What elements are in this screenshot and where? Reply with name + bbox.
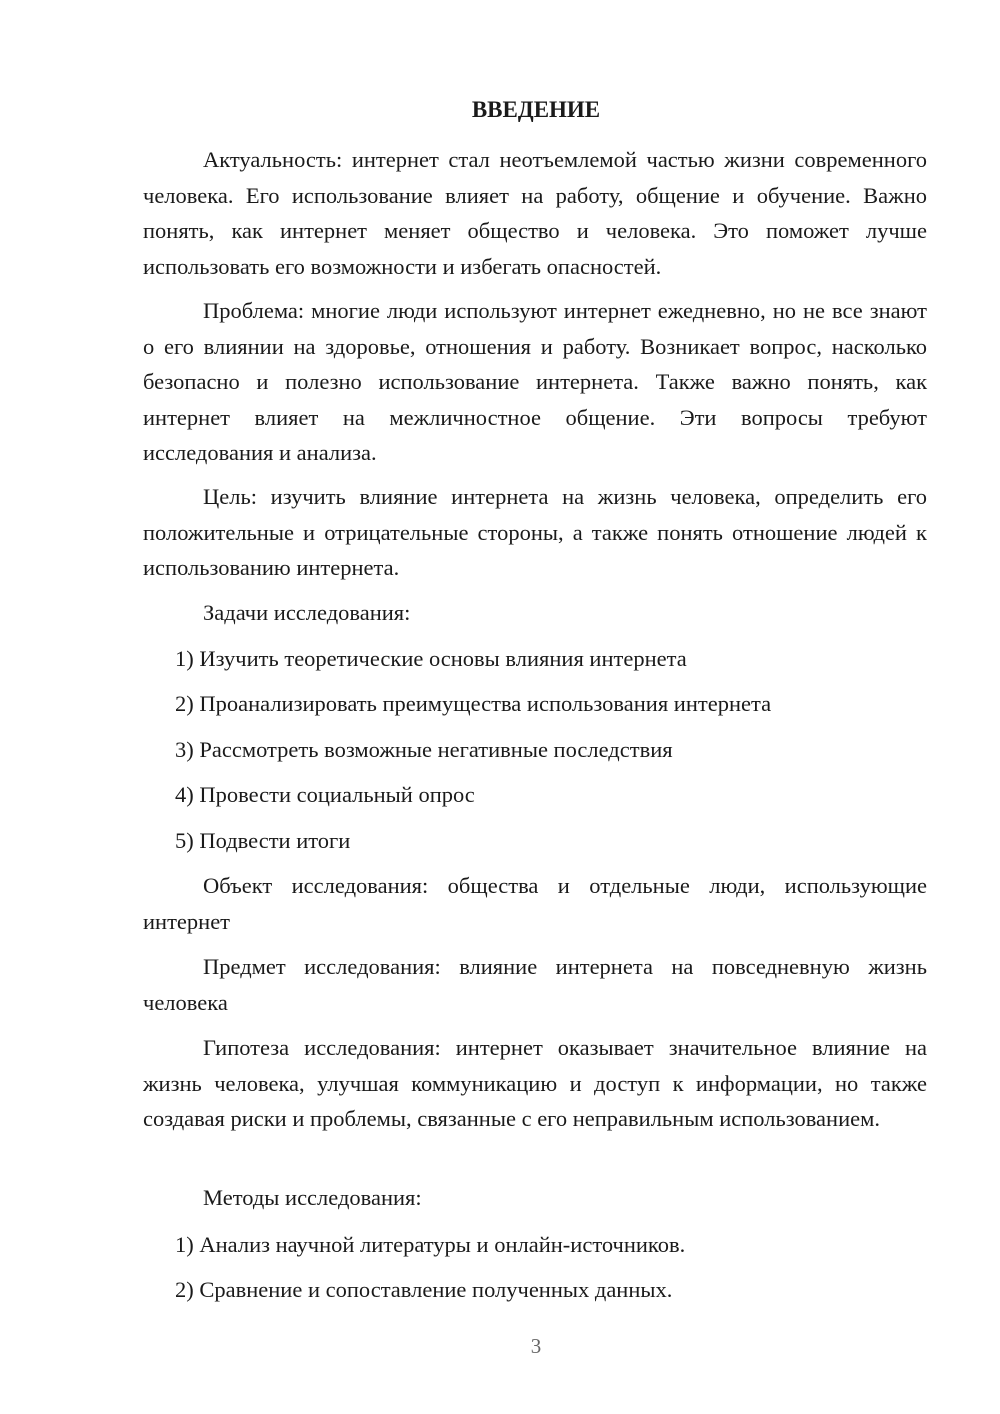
task-item-5: 5) Подвести итоги <box>175 828 351 853</box>
tasks-title: Задачи исследования: <box>203 600 411 625</box>
task-item-2: 2) Проанализировать преимущества использования интернета <box>175 691 772 716</box>
problem-paragraph: Проблема: многие люди используют интернет ежедневно, но не все знают о его влиянии на здоровье, отношения и работу. Возникает вопрос, насколько безопасно и полезно использование интернета. Также важно понять, как интернет влияет на межличностное общение. Эти вопросы требуют исследования и анализа. <box>143 298 927 465</box>
method-item-2: 2) Сравнение и сопоставление полученных данных. <box>175 1277 673 1302</box>
section-heading: ВВЕДЕНИЕ <box>471 97 601 122</box>
object-paragraph: Объект исследования: общества и отдельные люди, использующие интернет <box>143 873 927 934</box>
task-item-1: 1) Изучить теоретические основы влияния интернета <box>175 646 687 671</box>
page-number: 3 <box>530 1334 542 1358</box>
relevance-paragraph: Актуальность: интернет стал неотъемлемой частью жизни современного человека. Его использование влияет на работу, общение и обучение. Важно понять, как интернет меняет общество и человека. Это поможет лучше использовать его возможности и избегать опасностей. <box>143 147 927 279</box>
hypothesis-paragraph: Гипотеза исследования: интернет оказывает значительное влияние на жизнь человека, улучшая коммуникацию и доступ к информации, но также создавая риски и проблемы, связанные с его неправильным использованием. <box>143 1035 927 1131</box>
task-item-4: 4) Провести социальный опрос <box>175 782 475 807</box>
goal-paragraph: Цель: изучить влияние интернета на жизнь человека, определить его положительные и отрицательные стороны, а также понять отношение людей к использованию интернета. <box>143 484 927 580</box>
task-item-3: 3) Рассмотреть возможные негативные последствия <box>175 737 673 762</box>
subject-paragraph: Предмет исследования: влияние интернета на повседневную жизнь человека <box>143 954 927 1015</box>
methods-title: Методы исследования: <box>203 1185 422 1210</box>
method-item-1: 1) Анализ научной литературы и онлайн-источников. <box>175 1232 686 1257</box>
